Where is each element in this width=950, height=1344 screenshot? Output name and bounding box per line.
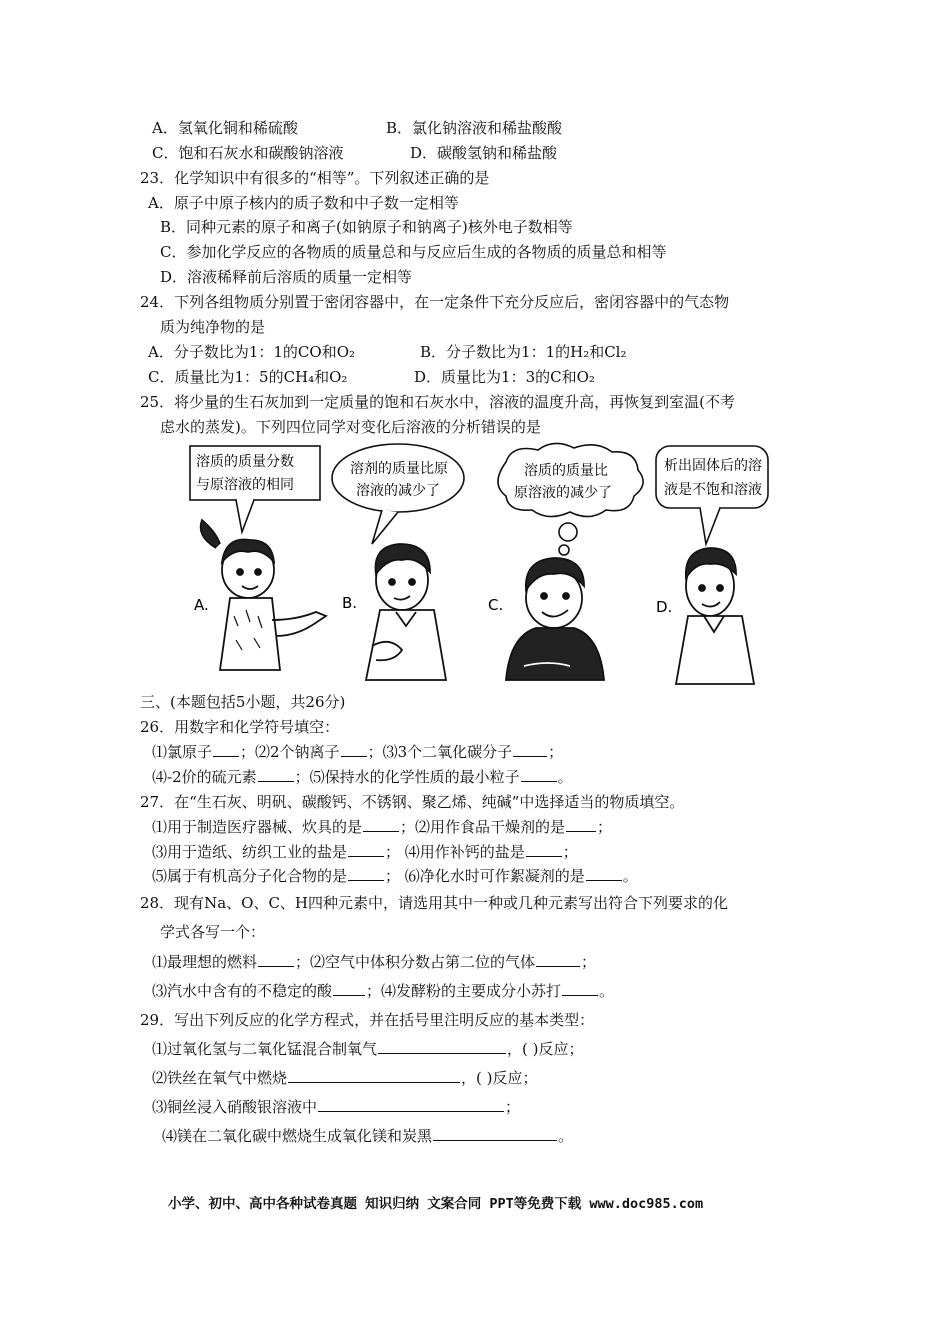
q29-part4-end: 。 [558,1127,574,1145]
student-label-c: C. [488,596,504,614]
q23-option-c: C．参加化学反应的各物质的质量总和与反应后生成的各物质的质量总和相等 [160,243,667,261]
q29-line4 [162,1126,573,1146]
q28-part4-end: 。 [599,982,615,1000]
q27-blank3[interactable] [348,842,384,857]
q27-blank1[interactable] [363,817,399,832]
q27-part6-end: 。 [622,867,638,885]
q29-line1 [152,1039,584,1059]
q24-option-d: D．质量比为1：3的C和O₂ [414,368,595,386]
q25-stem-line2: 虑水的蒸发)。下列四位同学对变化后溶液的分析错误的是 [160,418,541,436]
q26-part5: ；⑸保持水的化学性质的最小粒子 [294,768,520,786]
q28-line2 [152,981,614,1001]
q29-part1: ⑴过氧化氢与二氧化锰混合制氧气 [152,1040,378,1058]
q26-blank5[interactable] [521,767,557,782]
q26-line1 [152,742,563,762]
thought-bubble-c [498,443,643,555]
bubble-a-line2: 与原溶液的相同 [196,477,294,493]
q29-line2 [152,1068,538,1088]
q28-line1 [152,952,596,972]
q24-stem-line2: 质为纯净物的是 [160,318,266,336]
q29-line3 [152,1097,520,1117]
q23-stem: 23．化学知识中有很多的“相等”。下列叙述正确的是 [140,169,490,187]
q25-cartoon-illustration [176,440,774,688]
q27-line3 [152,866,638,886]
speech-bubble-d [656,446,768,544]
section-3-heading: 三、(本题包括5小题，共26分) [140,693,346,711]
q29-blank3[interactable] [318,1097,504,1112]
q27-line1 [152,817,612,837]
q27-part1: ⑴用于制造医疗器械、炊具的是 [152,818,363,836]
q22-option-d: D．碳酸氢钠和稀盐酸 [410,144,558,162]
q27-blank5[interactable] [348,866,384,881]
student-label-b: B. [342,594,358,612]
q28-stem-line2: 学式各写一个： [160,923,266,941]
q27-part3: ⑶用于造纸、纺织工业的盐是 [152,843,348,861]
q27-part2: ；⑵用作食品干燥剂的是 [400,818,566,836]
q28-part3: ⑶汽水中含有的不稳定的酸 [152,982,333,1000]
bubble-c-line1: 溶质的质量比 [524,463,608,479]
q22-option-c: C．饱和石灰水和碳酸钠溶液 [152,144,344,162]
student-a-figure [201,520,326,670]
q28-part2: ；⑵空气中体积分数占第二位的气体 [295,953,536,971]
page-footer: 小学、初中、高中各种试卷真题 知识归纳 文案合同 PPT等免费下载 www.doc985.com [168,1196,704,1212]
q27-part4: ； ⑷用作补钙的盐是 [385,843,525,861]
q27-blank6[interactable] [586,866,622,881]
q27-part2-end: ； [597,818,613,836]
student-d-figure [676,548,754,684]
q24-option-c: C．质量比为1：5的CH₄和O₂ [148,368,348,386]
q29-stem: 29．写出下列反应的化学方程式，并在括号里注明反应的基本类型： [140,1011,595,1029]
bubble-a-line1: 溶质的质量分数 [196,454,294,470]
student-b-figure [366,544,446,680]
q26-part1: ⑴氯原子 [152,743,213,761]
q28-blank1[interactable] [258,952,294,967]
q27-part4-end: ； [562,843,578,861]
bubble-d-line1: 析出固体后的溶 [664,458,762,474]
q26-blank3[interactable] [513,742,547,757]
q27-line2 [152,842,578,862]
q29-blank2[interactable] [288,1068,460,1083]
q22-option-a: A．氢氧化铜和稀硫酸 [152,119,298,137]
q23-option-b: B．同种元素的原子和离子(如钠原子和钠离子)核外电子数相等 [160,218,573,236]
q29-part2-end: ，( )反应； [461,1069,538,1087]
q28-blank3[interactable] [333,981,365,996]
q26-part3-end: ； [548,743,564,761]
q23-option-a: A．原子中原子核内的质子数和中子数一定相等 [148,194,459,212]
q29-part2: ⑵铁丝在氧气中燃烧 [152,1069,288,1087]
q26-part5-end: 。 [557,768,573,786]
q29-part3: ⑶铜丝浸入硝酸银溶液中 [152,1098,318,1116]
student-label-a: A. [194,596,209,614]
q29-part4: ⑷镁在二氧化碳中燃烧生成氧化镁和炭黑 [162,1127,433,1145]
q28-blank4[interactable] [562,981,598,996]
bubble-d-line2: 液是不饱和溶液 [664,482,762,498]
q26-part4: ⑷-2价的硫元素 [152,768,257,786]
q27-blank4[interactable] [526,842,562,857]
q28-blank2[interactable] [536,952,580,967]
q26-blank1[interactable] [213,742,239,757]
q26-line2 [152,767,573,787]
q22-option-b: B．氯化钠溶液和稀盐酸酸 [386,119,563,137]
q24-option-a: A．分子数比为1：1的CO和O₂ [148,343,356,361]
q25-stem-line1: 25．将少量的生石灰加到一定质量的饱和石灰水中，溶液的温度升高，再恢复到室温(不考 [140,393,735,411]
q28-stem-line1: 28．现有Na、O、C、H四种元素中，请选用其中一种或几种元素写出符合下列要求的化 [140,894,729,912]
student-c-figure [506,558,604,680]
q27-stem: 27．在“生石灰、明矾、碳酸钙、不锈钢、聚乙烯、纯碱”中选择适当的物质填空。 [140,793,685,811]
q26-blank4[interactable] [258,767,294,782]
q28-part1: ⑴最理想的燃料 [152,953,258,971]
q26-part3: ；⑶3个二氧化碳分子 [367,743,513,761]
q23-option-d: D．溶液稀释前后溶质的质量一定相等 [160,268,413,286]
q24-option-b: B．分子数比为1：1的H₂和Cl₂ [420,343,627,361]
bubble-b-line1: 溶剂的质量比原 [350,461,448,477]
q29-blank4[interactable] [433,1126,557,1141]
bubble-c-line2: 原溶液的减少了 [514,485,612,501]
q29-blank1[interactable] [378,1039,506,1054]
q27-blank2[interactable] [566,817,596,832]
q27-part5: ⑸属于有机高分子化合物的是 [152,867,348,885]
q28-part4: ；⑷发酵粉的主要成分小苏打 [366,982,562,1000]
speech-bubble-a [190,446,320,532]
q24-stem-line1: 24．下列各组物质分别置于密闭容器中，在一定条件下充分反应后，密闭容器中的气态物 [140,293,730,311]
q26-part2: ；⑵2个钠离子 [240,743,340,761]
student-label-d: D. [656,598,673,616]
q26-blank2[interactable] [341,742,367,757]
speech-bubble-b [332,444,464,544]
q29-part1-end: ，( )反应； [507,1040,584,1058]
q27-part6: ； ⑹净化水时可作絮凝剂的是 [385,867,585,885]
q29-part3-end: ； [505,1098,521,1116]
q26-stem: 26．用数字和化学符号填空： [140,718,340,736]
q28-part2-end: ； [581,953,597,971]
bubble-b-line2: 溶液的减少了 [356,483,440,499]
